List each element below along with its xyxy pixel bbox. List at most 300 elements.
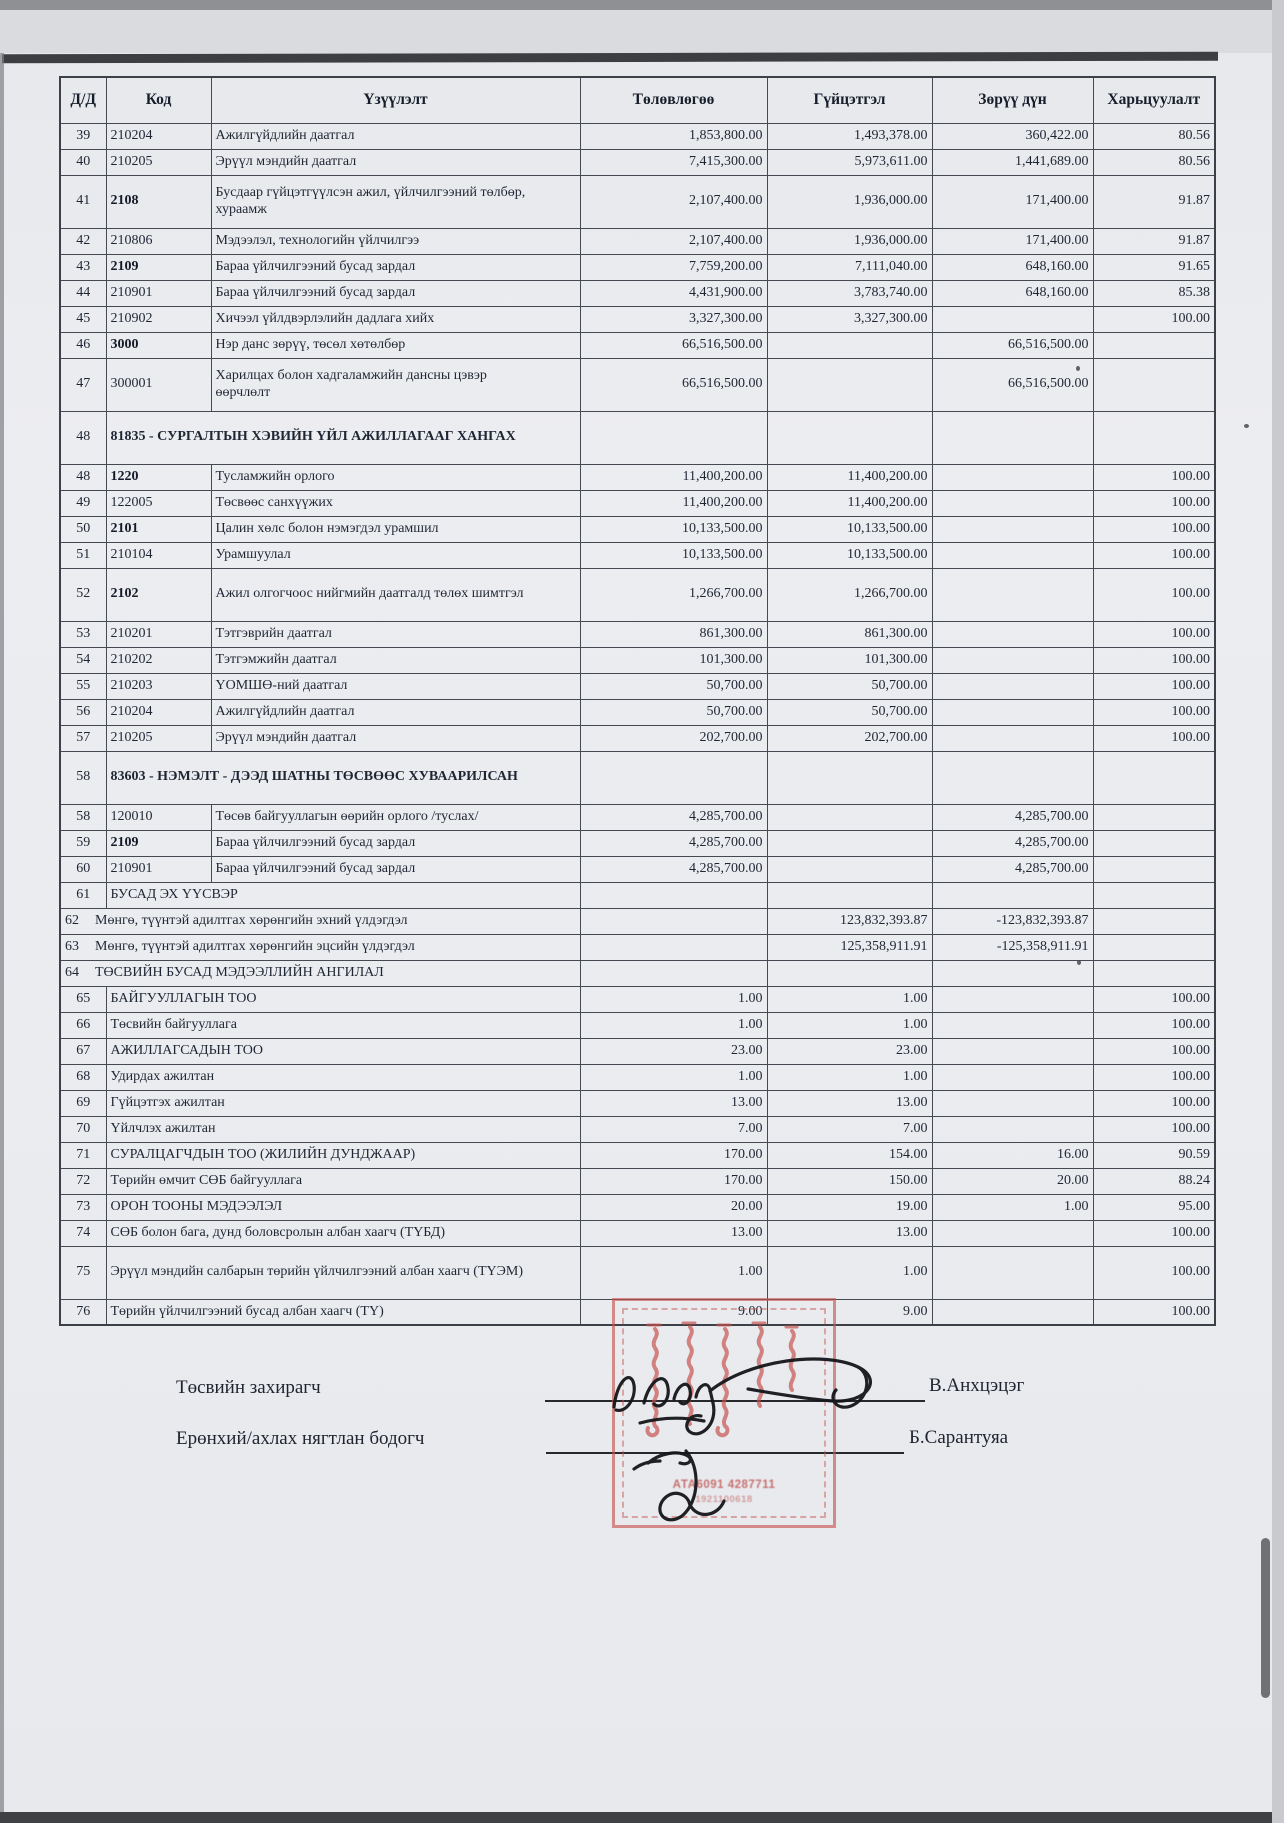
plan-value-cell: 1,266,700.00 xyxy=(580,568,767,621)
ratio-value-cell xyxy=(1093,830,1215,856)
actual-value-cell: 50,700.00 xyxy=(767,673,932,699)
plan-value-cell xyxy=(580,908,767,934)
actual-value-cell: 7,111,040.00 xyxy=(767,254,932,280)
ratio-value-cell: 85.38 xyxy=(1093,280,1215,306)
row-code-cell: 210902 xyxy=(106,306,211,332)
actual-value-cell: 50,700.00 xyxy=(767,699,932,725)
plan-value-cell: 2,107,400.00 xyxy=(580,228,767,254)
row-code-cell: 210104 xyxy=(106,542,211,568)
actual-value-cell xyxy=(767,804,932,830)
actual-value-cell: 5,973,611.00 xyxy=(767,149,932,175)
actual-value-cell xyxy=(767,358,932,411)
actual-value-cell: 1,936,000.00 xyxy=(767,228,932,254)
row-number-cell: 46 xyxy=(60,332,106,358)
difference-value-cell xyxy=(932,1220,1093,1246)
actual-value-cell xyxy=(767,882,932,908)
difference-value-cell xyxy=(932,1064,1093,1090)
plan-value-cell xyxy=(580,934,767,960)
row-number-cell: 53 xyxy=(60,621,106,647)
row-number-cell: 48 xyxy=(60,464,106,490)
row-number-cell: 41 xyxy=(60,175,106,228)
difference-value-cell: 16.00 xyxy=(932,1142,1093,1168)
actual-value-cell: 123,832,393.87 xyxy=(767,908,932,934)
row-code-cell: 2109 xyxy=(106,830,211,856)
plan-value-cell: 9.00 xyxy=(580,1299,767,1325)
table-row xyxy=(60,960,1215,986)
table-row xyxy=(60,228,1215,254)
row-label-cell: 63 Мөнгө, түүнтэй адилтгах хөрөнгийн эцсийн үлдэгдэл xyxy=(60,934,580,960)
row-number-cell: 49 xyxy=(60,490,106,516)
row-label-cell: ҮОМШӨ-ний даатгал xyxy=(211,673,580,699)
table-row xyxy=(60,332,1215,358)
ratio-value-cell xyxy=(1093,960,1215,986)
plan-value-cell: 10,133,500.00 xyxy=(580,542,767,568)
actual-value-cell: 1.00 xyxy=(767,986,932,1012)
ratio-value-cell: 80.56 xyxy=(1093,149,1215,175)
row-label-cell: Бараа үйлчилгээний бусад зардал xyxy=(211,830,580,856)
plan-value-cell: 1.00 xyxy=(580,1012,767,1038)
row-number-cell: 60 xyxy=(60,856,106,882)
row-label-cell: Үйлчлэх ажилтан xyxy=(106,1116,580,1142)
plan-value-cell: 4,285,700.00 xyxy=(580,830,767,856)
table-head xyxy=(60,77,1215,123)
table-row xyxy=(60,358,1215,411)
ratio-value-cell: 100.00 xyxy=(1093,464,1215,490)
actual-value-cell xyxy=(767,856,932,882)
table-row xyxy=(60,568,1215,621)
ratio-value-cell xyxy=(1093,751,1215,804)
difference-value-cell xyxy=(932,621,1093,647)
row-label-cell: Төрийн өмчит СӨБ байгууллага xyxy=(106,1168,580,1194)
table-row xyxy=(60,673,1215,699)
row-number-cell: 42 xyxy=(60,228,106,254)
plan-value-cell: 202,700.00 xyxy=(580,725,767,751)
scan-right-streak xyxy=(1261,1538,1270,1698)
row-number-cell: 47 xyxy=(60,358,106,411)
ratio-value-cell: 88.24 xyxy=(1093,1168,1215,1194)
row-number-cell: 72 xyxy=(60,1168,106,1194)
plan-value-cell: 1.00 xyxy=(580,1064,767,1090)
row-number-cell: 75 xyxy=(60,1246,106,1299)
signatory-role-2: Ерөнхий/ахлах нягтлан бодогч xyxy=(176,1428,425,1449)
plan-value-cell: 861,300.00 xyxy=(580,621,767,647)
row-label-cell: Төрийн үйлчилгээний бусад албан хаагч (ТҮ) xyxy=(106,1299,580,1325)
row-label-cell: Урамшуулал xyxy=(211,542,580,568)
difference-value-cell: -125,358,911.91 xyxy=(932,934,1093,960)
row-label-cell: Ажилгүйдлийн даатгал xyxy=(211,123,580,149)
actual-value-cell: 150.00 xyxy=(767,1168,932,1194)
ratio-value-cell xyxy=(1093,882,1215,908)
row-number-cell: 40 xyxy=(60,149,106,175)
row-code-cell: 2108 xyxy=(106,175,211,228)
ratio-value-cell: 80.56 xyxy=(1093,123,1215,149)
plan-value-cell: 170.00 xyxy=(580,1168,767,1194)
column-header: Үзүүлэлт xyxy=(211,77,580,123)
row-number-cell: 73 xyxy=(60,1194,106,1220)
difference-value-cell xyxy=(932,411,1093,464)
actual-value-cell xyxy=(767,960,932,986)
actual-value-cell: 1,493,378.00 xyxy=(767,123,932,149)
ratio-value-cell: 100.00 xyxy=(1093,568,1215,621)
actual-value-cell: 101,300.00 xyxy=(767,647,932,673)
row-number-cell: 52 xyxy=(60,568,106,621)
table-row xyxy=(60,1116,1215,1142)
difference-value-cell: 1.00 xyxy=(932,1194,1093,1220)
difference-value-cell xyxy=(932,960,1093,986)
row-label-cell: БУСАД ЭХ ҮҮСВЭР xyxy=(106,882,580,908)
column-header: Гүйцэтгэл xyxy=(767,77,932,123)
ratio-value-cell: 91.87 xyxy=(1093,175,1215,228)
plan-value-cell: 50,700.00 xyxy=(580,699,767,725)
row-number-cell: 48 xyxy=(60,411,106,464)
row-number-cell: 58 xyxy=(60,751,106,804)
row-label-cell: Төсвийн байгууллага xyxy=(106,1012,580,1038)
row-label-cell: Гүйцэтгэх ажилтан xyxy=(106,1090,580,1116)
plan-value-cell xyxy=(580,882,767,908)
row-code-cell: 210901 xyxy=(106,856,211,882)
table-row xyxy=(60,621,1215,647)
column-header: Зөрүү дүн xyxy=(932,77,1093,123)
scan-fold-line xyxy=(2,52,1218,64)
table-row xyxy=(60,1220,1215,1246)
plan-value-cell: 11,400,200.00 xyxy=(580,464,767,490)
ratio-value-cell: 95.00 xyxy=(1093,1194,1215,1220)
row-code-cell: 120010 xyxy=(106,804,211,830)
ratio-value-cell: 100.00 xyxy=(1093,1064,1215,1090)
table-row xyxy=(60,1038,1215,1064)
plan-value-cell: 10,133,500.00 xyxy=(580,516,767,542)
scan-edge-right xyxy=(1272,0,1284,1823)
difference-value-cell xyxy=(932,490,1093,516)
row-code-cell: 210205 xyxy=(106,725,211,751)
plan-value-cell xyxy=(580,751,767,804)
actual-value-cell: 10,133,500.00 xyxy=(767,516,932,542)
row-number-inline: 64 xyxy=(65,964,79,980)
row-label-cell: Ажил олгогчоос нийгмийн даатгалд төлөх шимтгэл xyxy=(211,568,580,621)
table-row xyxy=(60,1194,1215,1220)
row-code-cell: 210205 xyxy=(106,149,211,175)
table-row xyxy=(60,1142,1215,1168)
actual-value-cell: 861,300.00 xyxy=(767,621,932,647)
plan-value-cell xyxy=(580,960,767,986)
row-number-cell: 74 xyxy=(60,1220,106,1246)
plan-value-cell: 23.00 xyxy=(580,1038,767,1064)
ratio-value-cell xyxy=(1093,358,1215,411)
signatory-role-1: Төсвийн захирагч xyxy=(176,1377,321,1398)
ratio-value-cell: 91.65 xyxy=(1093,254,1215,280)
row-number-cell: 59 xyxy=(60,830,106,856)
difference-value-cell xyxy=(932,647,1093,673)
header-row xyxy=(60,77,1215,123)
plan-value-cell: 170.00 xyxy=(580,1142,767,1168)
actual-value-cell: 13.00 xyxy=(767,1220,932,1246)
column-header: Төлөвлөгөө xyxy=(580,77,767,123)
table-row xyxy=(60,1012,1215,1038)
row-number-cell: 61 xyxy=(60,882,106,908)
stamp-registry-number: 1921100618 xyxy=(695,1494,753,1505)
plan-value-cell: 7,759,200.00 xyxy=(580,254,767,280)
table-row xyxy=(60,725,1215,751)
difference-value-cell: 171,400.00 xyxy=(932,228,1093,254)
ratio-value-cell: 100.00 xyxy=(1093,1246,1215,1299)
actual-value-cell: 1.00 xyxy=(767,1246,932,1299)
plan-value-cell: 66,516,500.00 xyxy=(580,332,767,358)
row-label-cell: Удирдах ажилтан xyxy=(106,1064,580,1090)
ratio-value-cell: 90.59 xyxy=(1093,1142,1215,1168)
row-code-cell: 122005 xyxy=(106,490,211,516)
table-row xyxy=(60,175,1215,228)
row-number-cell: 67 xyxy=(60,1038,106,1064)
stamp-serial-number: АТА6091 4287711 xyxy=(672,1479,776,1491)
difference-value-cell: 4,285,700.00 xyxy=(932,856,1093,882)
section-row xyxy=(60,751,1215,804)
row-code-cell: 210901 xyxy=(106,280,211,306)
scan-edge-top xyxy=(0,0,1284,10)
table-row xyxy=(60,542,1215,568)
actual-value-cell: 1.00 xyxy=(767,1012,932,1038)
difference-value-cell xyxy=(932,882,1093,908)
table-row xyxy=(60,1090,1215,1116)
table-row xyxy=(60,934,1215,960)
difference-value-cell xyxy=(932,1246,1093,1299)
row-label-cell: АЖИЛЛАГСАДЫН ТОО xyxy=(106,1038,580,1064)
row-label-cell: Эрүүл мэндийн даатгал xyxy=(211,149,580,175)
row-number-cell: 43 xyxy=(60,254,106,280)
ratio-value-cell: 100.00 xyxy=(1093,621,1215,647)
actual-value-cell xyxy=(767,332,932,358)
row-label-cell: Эрүүл мэндийн салбарын төрийн үйлчилгээний албан хаагч (ТҮЭМ) xyxy=(106,1246,580,1299)
table-body xyxy=(60,123,1215,1325)
plan-value-cell: 13.00 xyxy=(580,1090,767,1116)
row-number-cell: 76 xyxy=(60,1299,106,1325)
actual-value-cell: 125,358,911.91 xyxy=(767,934,932,960)
ratio-value-cell: 100.00 xyxy=(1093,516,1215,542)
actual-value-cell xyxy=(767,830,932,856)
plan-value-cell: 7,415,300.00 xyxy=(580,149,767,175)
plan-value-cell: 2,107,400.00 xyxy=(580,175,767,228)
row-label-cell: Бараа үйлчилгээний бусад зардал xyxy=(211,856,580,882)
row-number-cell: 68 xyxy=(60,1064,106,1090)
actual-value-cell: 13.00 xyxy=(767,1090,932,1116)
row-label-cell: Бараа үйлчилгээний бусад зардал xyxy=(211,254,580,280)
table-row xyxy=(60,1064,1215,1090)
row-number-cell: 50 xyxy=(60,516,106,542)
table-row xyxy=(60,123,1215,149)
row-label-cell: Тусламжийн орлого xyxy=(211,464,580,490)
scan-edge-left xyxy=(0,53,4,1823)
difference-value-cell xyxy=(932,1299,1093,1325)
table-row xyxy=(60,254,1215,280)
ratio-value-cell: 100.00 xyxy=(1093,647,1215,673)
plan-value-cell: 66,516,500.00 xyxy=(580,358,767,411)
row-label-cell: БАЙГУУЛЛАГЫН ТОО xyxy=(106,986,580,1012)
row-code-cell: 210202 xyxy=(106,647,211,673)
ratio-value-cell: 100.00 xyxy=(1093,725,1215,751)
actual-value-cell: 19.00 xyxy=(767,1194,932,1220)
difference-value-cell xyxy=(932,306,1093,332)
difference-value-cell xyxy=(932,986,1093,1012)
row-number-cell: 54 xyxy=(60,647,106,673)
table-row xyxy=(60,856,1215,882)
difference-value-cell: 648,160.00 xyxy=(932,254,1093,280)
ratio-value-cell: 100.00 xyxy=(1093,306,1215,332)
ink-speck xyxy=(1244,424,1249,428)
plan-value-cell: 4,285,700.00 xyxy=(580,804,767,830)
ratio-value-cell: 100.00 xyxy=(1093,1220,1215,1246)
row-label-cell: Бусдаар гүйцэтгүүлсэн ажил, үйлчилгээний төлбөр, хураамж xyxy=(211,175,580,228)
section-title-cell: 81835 - СУРГАЛТЫН ХЭВИЙН ҮЙЛ АЖИЛЛАГААГ ХАНГАХ xyxy=(106,411,580,464)
difference-value-cell: 66,516,500.00 xyxy=(932,358,1093,411)
ratio-value-cell xyxy=(1093,332,1215,358)
row-code-cell: 2101 xyxy=(106,516,211,542)
row-label-cell: Төсвөөс санхүүжих xyxy=(211,490,580,516)
row-label-cell: Төсөв байгууллагын өөрийн орлого /туслах/ xyxy=(211,804,580,830)
actual-value-cell: 11,400,200.00 xyxy=(767,464,932,490)
plan-value-cell: 4,431,900.00 xyxy=(580,280,767,306)
plan-value-cell: 4,285,700.00 xyxy=(580,856,767,882)
row-label-cell: Цалин хөлс болон нэмэгдэл урамшил xyxy=(211,516,580,542)
table-row xyxy=(60,1168,1215,1194)
row-code-cell: 210203 xyxy=(106,673,211,699)
plan-value-cell: 3,327,300.00 xyxy=(580,306,767,332)
difference-value-cell xyxy=(932,1090,1093,1116)
difference-value-cell xyxy=(932,1012,1093,1038)
plan-value-cell: 50,700.00 xyxy=(580,673,767,699)
difference-value-cell: 20.00 xyxy=(932,1168,1093,1194)
actual-value-cell: 9.00 xyxy=(767,1299,932,1325)
row-number-cell: 44 xyxy=(60,280,106,306)
row-label-cell: ОРОН ТООНЫ МЭДЭЭЛЭЛ xyxy=(106,1194,580,1220)
row-label-cell: Мэдээлэл, технологийн үйлчилгээ xyxy=(211,228,580,254)
actual-value-cell: 7.00 xyxy=(767,1116,932,1142)
ratio-value-cell xyxy=(1093,856,1215,882)
plan-value-cell: 7.00 xyxy=(580,1116,767,1142)
table-row xyxy=(60,306,1215,332)
row-number-cell: 65 xyxy=(60,986,106,1012)
row-label-cell: Нэр данс зөрүү, төсөл хөтөлбөр xyxy=(211,332,580,358)
plan-value-cell: 11,400,200.00 xyxy=(580,490,767,516)
table-row xyxy=(60,699,1215,725)
table-row xyxy=(60,647,1215,673)
row-number-inline: 63 xyxy=(65,938,79,954)
table-row xyxy=(60,882,1215,908)
table-row xyxy=(60,516,1215,542)
table-row xyxy=(60,908,1215,934)
table-row xyxy=(60,986,1215,1012)
actual-value-cell xyxy=(767,751,932,804)
row-label-cell: Хичээл үйлдвэрлэлийн дадлага хийх xyxy=(211,306,580,332)
row-label-cell: Бараа үйлчилгээний бусад зардал xyxy=(211,280,580,306)
row-label-cell: Эрүүл мэндийн даатгал xyxy=(211,725,580,751)
plan-value-cell xyxy=(580,411,767,464)
difference-value-cell: 360,422.00 xyxy=(932,123,1093,149)
table-row xyxy=(60,830,1215,856)
plan-value-cell: 1.00 xyxy=(580,1246,767,1299)
row-number-cell: 51 xyxy=(60,542,106,568)
scan-edge-top-band xyxy=(0,10,1284,53)
row-code-cell: 1220 xyxy=(106,464,211,490)
row-code-cell: 210204 xyxy=(106,699,211,725)
ratio-value-cell xyxy=(1093,908,1215,934)
actual-value-cell: 3,327,300.00 xyxy=(767,306,932,332)
row-label-cell: СУРАЛЦАГЧДЫН ТОО (ЖИЛИЙН ДУНДЖААР) xyxy=(106,1142,580,1168)
actual-value-cell: 3,783,740.00 xyxy=(767,280,932,306)
row-number-cell: 70 xyxy=(60,1116,106,1142)
difference-value-cell xyxy=(932,542,1093,568)
difference-value-cell: 66,516,500.00 xyxy=(932,332,1093,358)
difference-value-cell xyxy=(932,1038,1093,1064)
table-row xyxy=(60,280,1215,306)
table-row xyxy=(60,490,1215,516)
plan-value-cell: 13.00 xyxy=(580,1220,767,1246)
table-row xyxy=(60,804,1215,830)
row-label-cell: Харилцах болон хадгаламжийн дансны цэвэр өөрчлөлт xyxy=(211,358,580,411)
ratio-value-cell xyxy=(1093,411,1215,464)
row-code-cell: 2109 xyxy=(106,254,211,280)
row-label-cell: СӨБ болон бага, дунд боловсролын албан хаагч (ТҮБД) xyxy=(106,1220,580,1246)
difference-value-cell: 171,400.00 xyxy=(932,175,1093,228)
table-row xyxy=(60,1246,1215,1299)
row-label-cell: 62 Мөнгө, түүнтэй адилтгах хөрөнгийн эхний үлдэгдэл xyxy=(60,908,580,934)
row-number-cell: 58 xyxy=(60,804,106,830)
actual-value-cell: 23.00 xyxy=(767,1038,932,1064)
ratio-value-cell: 100.00 xyxy=(1093,1038,1215,1064)
row-number-cell: 45 xyxy=(60,306,106,332)
row-label-cell: Тэтгэмжийн даатгал xyxy=(211,647,580,673)
signatory-name-1: В.Анхцэцэг xyxy=(929,1375,1025,1396)
handwritten-signatures-icon xyxy=(590,1328,920,1543)
ratio-value-cell: 100.00 xyxy=(1093,986,1215,1012)
row-number-cell: 56 xyxy=(60,699,106,725)
ratio-value-cell: 100.00 xyxy=(1093,1012,1215,1038)
signatory-name-2: Б.Сарантуяа xyxy=(909,1427,1009,1448)
ratio-value-cell: 100.00 xyxy=(1093,1090,1215,1116)
ratio-value-cell: 91.87 xyxy=(1093,228,1215,254)
difference-value-cell xyxy=(932,699,1093,725)
row-label-cell: Тэтгэврийн даатгал xyxy=(211,621,580,647)
section-title-cell: 83603 - НЭМЭЛТ - ДЭЭД ШАТНЫ ТӨСВӨӨС ХУВААРИЛСАН xyxy=(106,751,580,804)
actual-value-cell: 11,400,200.00 xyxy=(767,490,932,516)
row-code-cell: 3000 xyxy=(106,332,211,358)
actual-value-cell: 154.00 xyxy=(767,1142,932,1168)
difference-value-cell xyxy=(932,673,1093,699)
actual-value-cell: 202,700.00 xyxy=(767,725,932,751)
row-code-cell: 210201 xyxy=(106,621,211,647)
difference-value-cell: 1,441,689.00 xyxy=(932,149,1093,175)
plan-value-cell: 1.00 xyxy=(580,986,767,1012)
row-label-cell: 64 ТӨСВИЙН БУСАД МЭДЭЭЛЛИЙН АНГИЛАЛ xyxy=(60,960,580,986)
difference-value-cell xyxy=(932,751,1093,804)
row-number-cell: 55 xyxy=(60,673,106,699)
ratio-value-cell: 100.00 xyxy=(1093,1116,1215,1142)
difference-value-cell: 4,285,700.00 xyxy=(932,830,1093,856)
ratio-value-cell: 100.00 xyxy=(1093,1299,1215,1325)
section-row xyxy=(60,411,1215,464)
difference-value-cell: 648,160.00 xyxy=(932,280,1093,306)
row-code-cell: 210806 xyxy=(106,228,211,254)
actual-value-cell: 1.00 xyxy=(767,1064,932,1090)
row-label-cell: Ажилгүйдлийн даатгал xyxy=(211,699,580,725)
row-number-cell: 66 xyxy=(60,1012,106,1038)
ratio-value-cell: 100.00 xyxy=(1093,542,1215,568)
difference-value-cell: -123,832,393.87 xyxy=(932,908,1093,934)
table-row xyxy=(60,464,1215,490)
difference-value-cell: 4,285,700.00 xyxy=(932,804,1093,830)
row-code-cell: 210204 xyxy=(106,123,211,149)
ratio-value-cell xyxy=(1093,934,1215,960)
actual-value-cell: 10,133,500.00 xyxy=(767,542,932,568)
budget-table xyxy=(59,76,1216,1326)
